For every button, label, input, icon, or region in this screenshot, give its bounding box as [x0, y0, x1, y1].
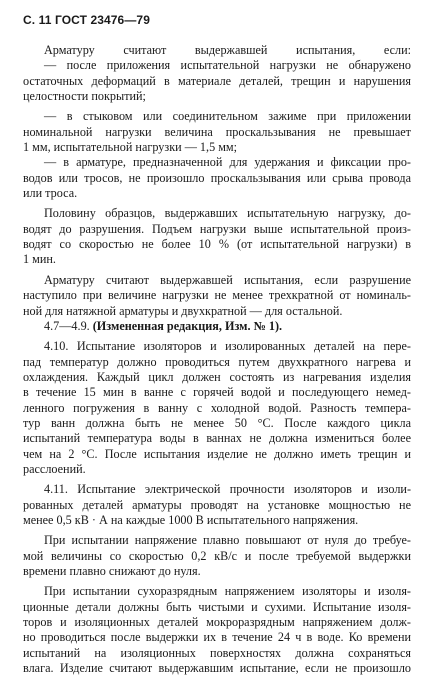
text-line: Арматуру считают выдержавшей испытания, если: — [44, 43, 411, 57]
paragraph-4-10 — [23, 339, 411, 477]
text-line: наступило при величине нагрузки не менее трехкратной от номиналь- — [23, 288, 411, 303]
text-line: целостности покрытий; — [23, 89, 146, 104]
text-line: номинальной нагрузки величина проскальзывания не превышает — [23, 124, 411, 139]
text-line: 1 мин. — [23, 252, 56, 267]
text-line: Половину образцов, выдержавших испытательную нагрузку, до- — [44, 206, 411, 221]
text-line: При испытании сухоразрядным напряжением изоляторы и изоля- — [44, 584, 411, 599]
text-line: — в стыковом или соединительном зажиме при приложении — [44, 109, 411, 124]
text-line: но проводиться после выдержки их в течение 24 ч в воде. Ко времени — [23, 630, 411, 645]
text-line: водят до разрушения. Подъем нагрузки выше испытательной произ- — [23, 221, 411, 236]
text-line: пад температур должно проводиться путем двухкратного нагрева и — [23, 354, 411, 369]
amendment-prefix: 4.7—4.9. — [44, 318, 93, 333]
text-line: При испытании напряжение плавно повышают от нуля до требуе- — [44, 533, 411, 548]
text-line: Арматуру считают выдержавшей испытания, если разрушение — [44, 272, 411, 287]
amendment-note: (Измененная редакция, Изм. № 1). — [92, 318, 283, 333]
text-line: 1 мм, испытательной нагрузки — 1,5 мм; — [23, 140, 238, 155]
text-line: или троса. — [23, 186, 78, 201]
text-line: водов или тросов, не произошло проскальзывания или срыва провода — [23, 170, 411, 185]
text-line: рованных деталей арматуры проводят на установке мощностью не — [23, 497, 411, 512]
text-line: влага. Изделие считают выдержавшим испытание, если не произошло — [23, 661, 411, 676]
text-line: ционные детали должны быть чистыми и сухими. Испытание изоля- — [23, 599, 411, 614]
paragraph-p3 — [23, 155, 411, 201]
text-line: водят со скоростью не более 10 % (от испытательной нагрузки) в — [23, 237, 411, 252]
text-line: испытаний температура воды в ваннах не должна измениться более — [23, 431, 411, 446]
paragraph-dry-wet-test — [23, 584, 411, 676]
text-line: времени плавно снижают до нуля. — [23, 564, 201, 578]
text-line: 4.11. Испытание электрической прочности изоляторов и изоли- — [44, 482, 411, 497]
text-line: ной для натяжной арматуры и двухкратной — для остальной. — [23, 303, 343, 318]
document-body — [23, 43, 411, 676]
paragraph-4-11 — [23, 482, 411, 528]
text-line: чем на 2 °С. После испытания изделие не должно иметь трещин и — [23, 446, 411, 461]
page-header: С. 11 ГОСТ 23476—79 — [23, 13, 150, 27]
text-line: ленного погружения в ванну с холодной водой. Разность темпера- — [23, 400, 411, 415]
text-line: расслоений. — [23, 461, 86, 476]
paragraph-p5 — [23, 273, 411, 319]
text-line: — в арматуре, предназначенной для удержания и фиксации про- — [44, 155, 411, 170]
text-line: тур ванн должна быть не менее 50 °С. После каждого цикла — [23, 415, 411, 430]
text-line: менее 0,5 кВ · А на каждые 1000 В испытательного напряжения. — [23, 512, 359, 527]
text-line: 4.10. Испытание изоляторов и изолированных деталей на пере- — [44, 339, 411, 354]
text-line: охлаждения. Каждый цикл должен состоять из нагревания изделия — [23, 369, 411, 384]
text-line: остаточных деформаций в материале деталей, трещин и нарушения — [23, 73, 411, 88]
text-line: — после приложения испытательной нагрузки не обнаружено — [44, 58, 411, 73]
paragraph-voltage-ramp — [23, 533, 411, 579]
paragraph-p1 — [23, 43, 411, 104]
text-line: в течение 15 мин в ванне с горячей водой и последующего немед- — [23, 385, 411, 400]
paragraph-amendment — [23, 319, 411, 334]
text-line: мой величины со скоростью 0,2 кВ/с и после требуемой выдержки — [23, 548, 411, 563]
paragraph-p4 — [23, 206, 411, 267]
amendment-line — [23, 319, 411, 334]
paragraph-p2 — [23, 109, 411, 155]
text-line: торов и изоляционных деталей мокроразрядным напряжением долж- — [23, 615, 411, 630]
text-line: испытаний на изоляционных поверхностях должна сохраняться — [23, 645, 411, 660]
